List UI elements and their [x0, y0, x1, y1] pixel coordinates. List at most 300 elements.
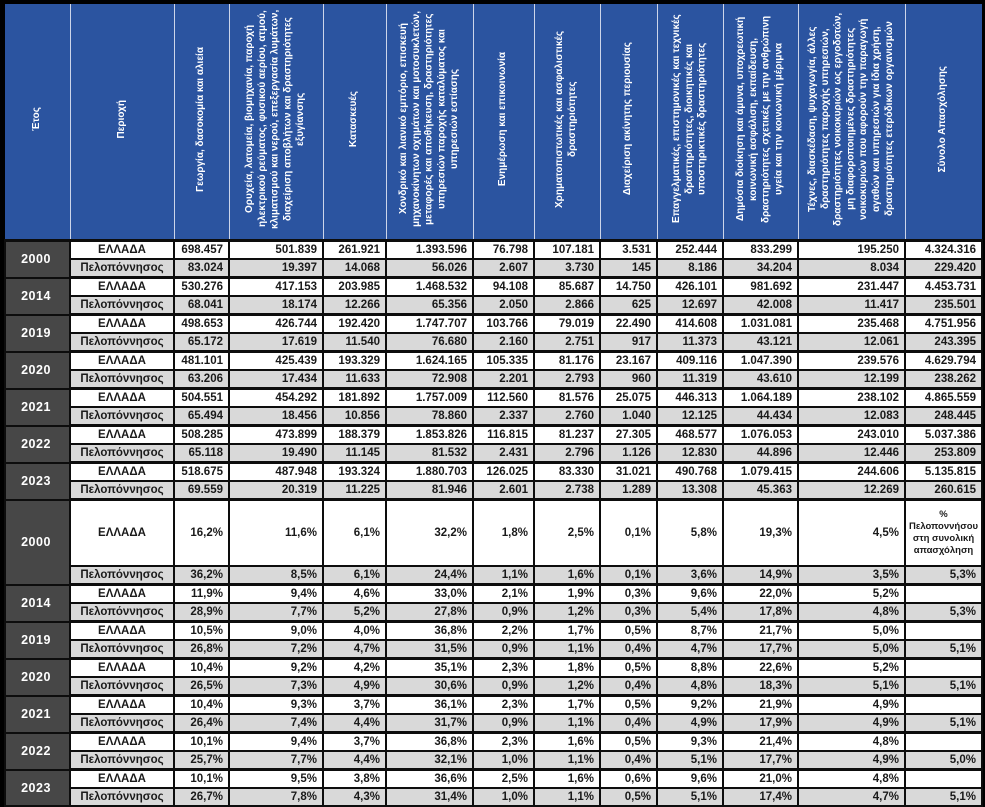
value-cell: 261.921 — [323, 241, 386, 260]
value-cell: 2.431 — [473, 444, 534, 463]
value-cell: 2.160 — [473, 333, 534, 352]
value-cell: 8,5% — [229, 566, 323, 585]
value-cell: 36,2% — [174, 566, 229, 585]
counts-row-2000-peloponnese — [5, 259, 982, 278]
value-cell: 4,9% — [798, 696, 905, 715]
value-cell — [905, 622, 982, 641]
value-cell: 2.337 — [473, 407, 534, 426]
value-cell: 35,1% — [386, 659, 473, 678]
value-cell: 504.551 — [174, 389, 229, 408]
value-cell: 44.896 — [723, 444, 798, 463]
counts-row-2019-greece — [5, 315, 982, 334]
value-cell: 20.319 — [229, 481, 323, 500]
region-cell: ΕΛΛΑΔΑ — [70, 389, 174, 408]
value-cell: 45.363 — [723, 481, 798, 500]
value-cell: 5,8% — [657, 500, 723, 567]
value-cell: 3,6% — [657, 566, 723, 585]
value-cell: 4,2% — [323, 659, 386, 678]
column-header-label: Γεωργία, δασοκομία και αλιεία — [195, 46, 207, 192]
column-header-label: Δημόσια διοίκηση και άμυνα, υποχρεωτική κοινωνική ασφάλιση, εκπαίδευση, δραστηριότητες σχετικές με την ανθρώπινη υγεία και την κοινωνική μέριμνα — [734, 15, 785, 223]
value-cell: 530.276 — [174, 278, 229, 297]
year-cell: 2014 — [5, 278, 70, 315]
region-cell: ΕΛΛΑΔΑ — [70, 352, 174, 371]
region-cell: Πελοπόννησος — [70, 640, 174, 659]
value-cell: 1.289 — [600, 481, 657, 500]
value-cell: 1.076.053 — [723, 426, 798, 445]
value-cell: 4,8% — [657, 677, 723, 696]
value-cell: 0,4% — [600, 714, 657, 733]
value-cell: 5,2% — [798, 585, 905, 604]
value-cell: 81.946 — [386, 481, 473, 500]
value-cell: 85.687 — [534, 278, 600, 297]
value-cell: 5.135.815 — [905, 463, 982, 482]
value-cell: 42.008 — [723, 296, 798, 315]
value-cell: 78.860 — [386, 407, 473, 426]
value-cell: 1,6% — [534, 770, 600, 789]
value-cell: 9,2% — [229, 659, 323, 678]
value-cell: 26,7% — [174, 788, 229, 806]
value-cell: 238.262 — [905, 370, 982, 389]
value-cell: 1.031.081 — [723, 315, 798, 334]
value-cell: 126.025 — [473, 463, 534, 482]
value-cell: 0,5% — [600, 788, 657, 806]
value-cell: 17,7% — [723, 640, 798, 659]
percent-row-2014-peloponnese — [5, 603, 982, 622]
value-cell: 21,9% — [723, 696, 798, 715]
value-cell: 12.697 — [657, 296, 723, 315]
value-cell: 11.145 — [323, 444, 386, 463]
value-cell: 36,1% — [386, 696, 473, 715]
value-cell — [905, 696, 982, 715]
value-cell: 0,1% — [600, 566, 657, 585]
counts-row-2021-greece — [5, 389, 982, 408]
value-cell: 65.118 — [174, 444, 229, 463]
value-cell: 981.692 — [723, 278, 798, 297]
value-cell: 2.796 — [534, 444, 600, 463]
value-cell: 1.853.826 — [386, 426, 473, 445]
value-cell: 6,1% — [323, 566, 386, 585]
value-cell: 1,6% — [534, 733, 600, 752]
value-cell: 5,1% — [905, 714, 982, 733]
value-cell: 426.744 — [229, 315, 323, 334]
column-header-label: Περιοχή — [115, 99, 127, 139]
region-cell: Πελοπόννησος — [70, 333, 174, 352]
year-cell: 2023 — [5, 463, 70, 500]
column-header-2 — [70, 4, 174, 241]
value-cell: 11.417 — [798, 296, 905, 315]
value-cell: 12.830 — [657, 444, 723, 463]
value-cell: 7,8% — [229, 788, 323, 806]
value-cell: 417.153 — [229, 278, 323, 297]
value-cell: 94.108 — [473, 278, 534, 297]
value-cell: 252.444 — [657, 241, 723, 260]
value-cell: 19,3% — [723, 500, 798, 567]
value-cell: 2,1% — [473, 585, 534, 604]
value-cell: 1,1% — [473, 566, 534, 585]
value-cell: 5,1% — [905, 788, 982, 806]
column-header-9 — [600, 4, 657, 241]
value-cell: 203.985 — [323, 278, 386, 297]
value-cell: 4.865.559 — [905, 389, 982, 408]
counts-row-2019-peloponnese — [5, 333, 982, 352]
counts-row-2022-peloponnese — [5, 444, 982, 463]
column-header-3 — [174, 4, 229, 241]
value-cell: 3,7% — [323, 696, 386, 715]
value-cell: 518.675 — [174, 463, 229, 482]
value-cell: 23.167 — [600, 352, 657, 371]
value-cell: 4,4% — [323, 751, 386, 770]
value-cell: 12.269 — [798, 481, 905, 500]
value-cell: 1,7% — [534, 622, 600, 641]
value-cell: 1,6% — [534, 566, 600, 585]
value-cell: 31,5% — [386, 640, 473, 659]
value-cell: 83.024 — [174, 259, 229, 278]
value-cell: 2.601 — [473, 481, 534, 500]
value-cell: 193.324 — [323, 463, 386, 482]
counts-row-2021-peloponnese — [5, 407, 982, 426]
value-cell: 5,0% — [798, 640, 905, 659]
value-cell: 22.490 — [600, 315, 657, 334]
value-cell: 3.730 — [534, 259, 600, 278]
value-cell: 5,1% — [905, 677, 982, 696]
year-cell: 2020 — [5, 352, 70, 389]
value-cell: 4,7% — [323, 640, 386, 659]
value-cell: 8,7% — [657, 622, 723, 641]
column-header-label: Διαχείριση ακίνητης περιουσίας — [622, 42, 634, 196]
value-cell: 5,3% — [905, 603, 982, 622]
counts-row-2020-peloponnese — [5, 370, 982, 389]
year-cell: 2023 — [5, 770, 70, 807]
value-cell: 7,7% — [229, 751, 323, 770]
value-cell: 3.531 — [600, 241, 657, 260]
value-cell: 5,1% — [798, 677, 905, 696]
column-header-13 — [905, 4, 982, 241]
value-cell: 2,3% — [473, 733, 534, 752]
year-cell: 2014 — [5, 585, 70, 622]
value-cell: 490.768 — [657, 463, 723, 482]
year-cell: 2020 — [5, 659, 70, 696]
value-cell: 0,4% — [600, 751, 657, 770]
region-cell: Πελοπόννησος — [70, 603, 174, 622]
value-cell: 3,5% — [798, 566, 905, 585]
region-cell: Πελοπόννησος — [70, 677, 174, 696]
value-cell: 229.420 — [905, 259, 982, 278]
value-cell: 9,3% — [657, 733, 723, 752]
value-cell: 188.379 — [323, 426, 386, 445]
value-cell: 26,8% — [174, 640, 229, 659]
counts-row-2020-greece — [5, 352, 982, 371]
value-cell: 5,3% — [905, 566, 982, 585]
value-cell: 454.292 — [229, 389, 323, 408]
value-cell: 63.206 — [174, 370, 229, 389]
region-cell: ΕΛΛΑΔΑ — [70, 770, 174, 789]
value-cell: 65.172 — [174, 333, 229, 352]
value-cell: 1,2% — [534, 677, 600, 696]
value-cell: 17.434 — [229, 370, 323, 389]
counts-row-2022-greece — [5, 426, 982, 445]
value-cell: 4,0% — [323, 622, 386, 641]
value-cell: 19.490 — [229, 444, 323, 463]
value-cell: 239.576 — [798, 352, 905, 371]
value-cell: 11.319 — [657, 370, 723, 389]
counts-row-2023-peloponnese — [5, 481, 982, 500]
value-cell: 414.608 — [657, 315, 723, 334]
value-cell: 1,9% — [534, 585, 600, 604]
value-cell: 2.760 — [534, 407, 600, 426]
region-cell: Πελοπόννησος — [70, 444, 174, 463]
value-cell: 81.176 — [534, 352, 600, 371]
percent-row-2000-peloponnese — [5, 566, 982, 585]
value-cell: 409.116 — [657, 352, 723, 371]
value-cell: 69.559 — [174, 481, 229, 500]
value-cell: 243.395 — [905, 333, 982, 352]
value-cell: 26,5% — [174, 677, 229, 696]
year-cell: 2022 — [5, 733, 70, 770]
value-cell: 145 — [600, 259, 657, 278]
year-cell: 2000 — [5, 241, 70, 278]
column-header-label: Έτος — [30, 106, 42, 132]
value-cell: 0,5% — [600, 622, 657, 641]
value-cell: 0,6% — [600, 770, 657, 789]
value-cell — [905, 659, 982, 678]
value-cell: 193.329 — [323, 352, 386, 371]
value-cell: 4,8% — [798, 733, 905, 752]
column-header-label: Κατασκευές — [348, 90, 360, 148]
value-cell: 16,2% — [174, 500, 229, 567]
percent-row-2014-greece — [5, 585, 982, 604]
value-cell: 4.751.956 — [905, 315, 982, 334]
value-cell: 18.456 — [229, 407, 323, 426]
value-cell: 0,4% — [600, 640, 657, 659]
value-cell: 2.751 — [534, 333, 600, 352]
value-cell: 9,6% — [657, 585, 723, 604]
region-cell: ΕΛΛΑΔΑ — [70, 585, 174, 604]
value-cell: 10.856 — [323, 407, 386, 426]
value-cell: 1.393.596 — [386, 241, 473, 260]
value-cell: 4,9% — [798, 714, 905, 733]
value-cell: 32,1% — [386, 751, 473, 770]
value-cell: 1,0% — [473, 751, 534, 770]
value-cell: 11.373 — [657, 333, 723, 352]
value-cell: 36,8% — [386, 622, 473, 641]
region-cell: ΕΛΛΑΔΑ — [70, 696, 174, 715]
table-body — [5, 241, 982, 807]
value-cell: 1.757.009 — [386, 389, 473, 408]
value-cell: 12.199 — [798, 370, 905, 389]
value-cell: 1.064.189 — [723, 389, 798, 408]
value-cell: 81.237 — [534, 426, 600, 445]
value-cell: 698.457 — [174, 241, 229, 260]
value-cell: 76.798 — [473, 241, 534, 260]
value-cell: 83.330 — [534, 463, 600, 482]
value-cell: 2,5% — [534, 500, 600, 567]
value-cell: 30,6% — [386, 677, 473, 696]
year-cell: 2000 — [5, 500, 70, 585]
value-cell: 7,4% — [229, 714, 323, 733]
value-cell: 27,8% — [386, 603, 473, 622]
value-cell: 4,7% — [798, 788, 905, 806]
value-cell: 21,7% — [723, 622, 798, 641]
percent-row-2023-peloponnese — [5, 788, 982, 806]
value-cell: 103.766 — [473, 315, 534, 334]
value-cell: 2.738 — [534, 481, 600, 500]
value-cell: 960 — [600, 370, 657, 389]
region-cell: Πελοπόννησος — [70, 296, 174, 315]
value-cell: 31,7% — [386, 714, 473, 733]
counts-row-2014-peloponnese — [5, 296, 982, 315]
value-cell: 11.540 — [323, 333, 386, 352]
region-cell: Πελοπόννησος — [70, 714, 174, 733]
value-cell: 4,7% — [657, 640, 723, 659]
value-cell: 18,3% — [723, 677, 798, 696]
value-cell: 31.021 — [600, 463, 657, 482]
value-cell: 116.815 — [473, 426, 534, 445]
region-cell: ΕΛΛΑΔΑ — [70, 622, 174, 641]
value-cell: 1.624.165 — [386, 352, 473, 371]
value-cell: 1,1% — [534, 640, 600, 659]
value-cell: 107.181 — [534, 241, 600, 260]
value-cell: 17.619 — [229, 333, 323, 352]
column-header-7 — [473, 4, 534, 241]
value-cell: 1,8% — [534, 659, 600, 678]
counts-row-2000-greece — [5, 241, 982, 260]
column-header-12 — [798, 4, 905, 241]
column-header-label: Επαγγελματικές, επιστημονικές και τεχνικές δραστηριότητες, διοικητικές και υποστηρικτικές δραστηριότητες — [670, 14, 708, 224]
value-cell: 9,5% — [229, 770, 323, 789]
value-cell: 8,8% — [657, 659, 723, 678]
percent-row-2019-peloponnese — [5, 640, 982, 659]
percent-row-2020-peloponnese — [5, 677, 982, 696]
value-cell: 1.126 — [600, 444, 657, 463]
value-cell: 181.892 — [323, 389, 386, 408]
value-cell: 5,0% — [905, 751, 982, 770]
value-cell: 12.083 — [798, 407, 905, 426]
column-header-10 — [657, 4, 723, 241]
value-cell: 8.186 — [657, 259, 723, 278]
header-row — [5, 4, 982, 241]
value-cell: 10,1% — [174, 770, 229, 789]
value-cell: 1,0% — [473, 788, 534, 806]
value-cell: 9,0% — [229, 622, 323, 641]
value-cell: 36,6% — [386, 770, 473, 789]
value-cell: 5,2% — [323, 603, 386, 622]
value-cell: 2.793 — [534, 370, 600, 389]
value-cell: 10,4% — [174, 696, 229, 715]
value-cell: 21,0% — [723, 770, 798, 789]
value-cell: 243.010 — [798, 426, 905, 445]
value-cell: 508.285 — [174, 426, 229, 445]
value-cell: 9,6% — [657, 770, 723, 789]
value-cell: 43.121 — [723, 333, 798, 352]
value-cell: 0,1% — [600, 500, 657, 567]
value-cell: 10,4% — [174, 659, 229, 678]
value-cell: 12.061 — [798, 333, 905, 352]
value-cell: 5,2% — [798, 659, 905, 678]
value-cell: 72.908 — [386, 370, 473, 389]
value-cell: 4.629.794 — [905, 352, 982, 371]
value-cell: 11.225 — [323, 481, 386, 500]
value-cell: 1,1% — [534, 751, 600, 770]
column-header-6 — [386, 4, 473, 241]
value-cell: 1.880.703 — [386, 463, 473, 482]
value-cell: 625 — [600, 296, 657, 315]
value-cell: 0,9% — [473, 714, 534, 733]
value-cell: 17,4% — [723, 788, 798, 806]
value-cell: 1,2% — [534, 603, 600, 622]
value-cell: 25.075 — [600, 389, 657, 408]
region-cell: ΕΛΛΑΔΑ — [70, 463, 174, 482]
column-header-label: Τέχνες, διασκέδαση, ψυχαγωγία, άλλες δραστηριότητες παροχής υπηρεσιών, δραστηριότητες νοικοκυριών ως εργοδοτών, μη διαφοροποιημένες δραστηριότητες νοικοκυριών που αφορούν την παραγωγή αγαθών και υπηρεσιών για ίδια χρήση, δραστηριότητες ετερόδικων οργανισμών — [806, 12, 895, 226]
value-cell: 0,5% — [600, 696, 657, 715]
value-cell: 4,9% — [798, 751, 905, 770]
value-cell: 28,9% — [174, 603, 229, 622]
column-header-5 — [323, 4, 386, 241]
value-cell: 17,8% — [723, 603, 798, 622]
percent-row-2022-greece — [5, 733, 982, 752]
value-cell: 11,9% — [174, 585, 229, 604]
region-cell: ΕΛΛΑΔΑ — [70, 426, 174, 445]
percent-row-2021-peloponnese — [5, 714, 982, 733]
value-cell: 473.899 — [229, 426, 323, 445]
counts-row-2014-greece — [5, 278, 982, 297]
value-cell: 192.420 — [323, 315, 386, 334]
column-header-label: Σύνολο Απασχόλησης — [937, 65, 949, 173]
value-cell — [905, 585, 982, 604]
year-cell: 2021 — [5, 389, 70, 426]
value-cell: 0,4% — [600, 677, 657, 696]
value-cell: 81.532 — [386, 444, 473, 463]
value-cell: 43.610 — [723, 370, 798, 389]
value-cell: 3,8% — [323, 770, 386, 789]
value-cell: 4,8% — [798, 603, 905, 622]
value-cell: 31,4% — [386, 788, 473, 806]
value-cell: 917 — [600, 333, 657, 352]
value-cell: 446.313 — [657, 389, 723, 408]
value-cell: 44.434 — [723, 407, 798, 426]
value-cell: 248.445 — [905, 407, 982, 426]
value-cell: 2,2% — [473, 622, 534, 641]
value-cell: 14.750 — [600, 278, 657, 297]
value-cell: 0,9% — [473, 677, 534, 696]
value-cell: 36,8% — [386, 733, 473, 752]
value-cell: 24,4% — [386, 566, 473, 585]
value-cell: 27.305 — [600, 426, 657, 445]
value-cell: 12.266 — [323, 296, 386, 315]
percent-note-cell: % Πελοποννήσου στη συνολική απασχόληση — [905, 500, 982, 567]
value-cell: 1.040 — [600, 407, 657, 426]
value-cell: 19.397 — [229, 259, 323, 278]
counts-row-2023-greece — [5, 463, 982, 482]
value-cell: 10,5% — [174, 622, 229, 641]
column-header-1 — [5, 4, 70, 241]
value-cell: 1.047.390 — [723, 352, 798, 371]
percent-row-2023-greece — [5, 770, 982, 789]
value-cell: 501.839 — [229, 241, 323, 260]
value-cell: 1,8% — [473, 500, 534, 567]
value-cell: 0,9% — [473, 640, 534, 659]
column-header-label: Χρηματοπιστωτικές και ασφαλιστικές δραστηριότητες — [554, 30, 578, 208]
value-cell: 235.468 — [798, 315, 905, 334]
value-cell: 5,4% — [657, 603, 723, 622]
region-cell: ΕΛΛΑΔΑ — [70, 241, 174, 260]
value-cell: 2,5% — [473, 770, 534, 789]
year-cell: 2019 — [5, 622, 70, 659]
percent-row-2000-greece — [5, 500, 982, 567]
year-cell: 2022 — [5, 426, 70, 463]
column-header-11 — [723, 4, 798, 241]
value-cell: 235.501 — [905, 296, 982, 315]
value-cell: 0,5% — [600, 659, 657, 678]
